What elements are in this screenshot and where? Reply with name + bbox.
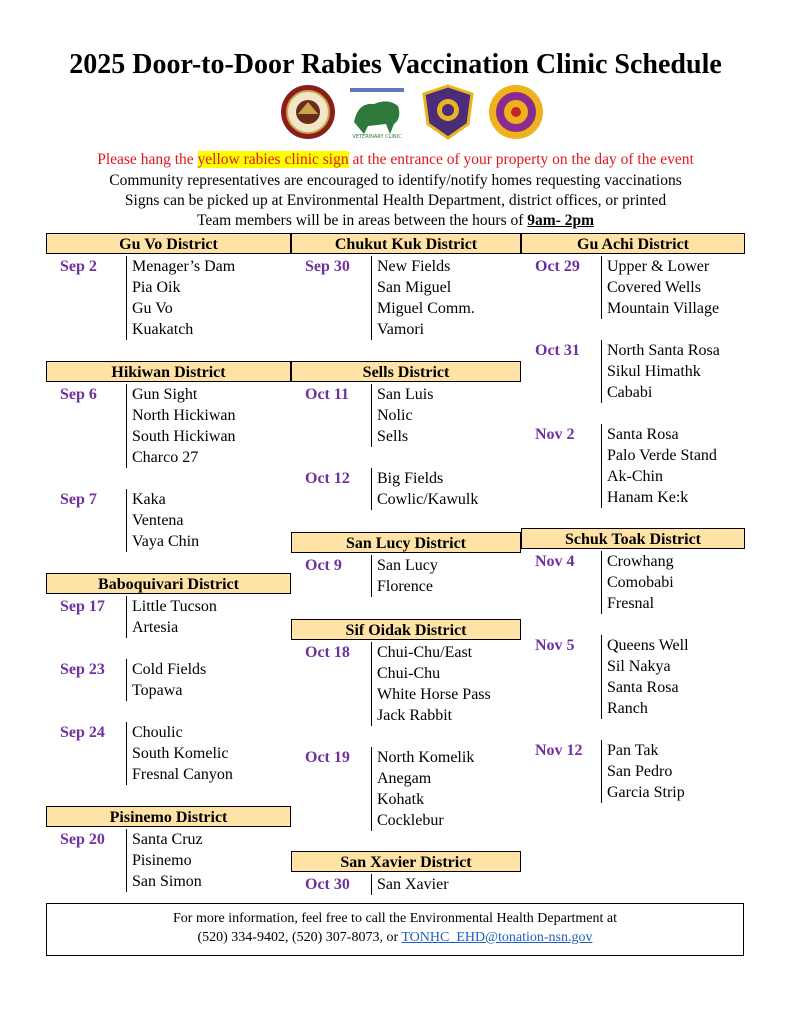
event-date: Sep 7 bbox=[60, 491, 97, 508]
event-locations bbox=[126, 659, 206, 701]
location-name: Kohatk bbox=[377, 791, 425, 808]
location-name: Artesia bbox=[132, 619, 179, 636]
location-name: Topawa bbox=[132, 682, 183, 699]
location-name: North Hickiwan bbox=[132, 407, 236, 424]
location-name: Fresnal Canyon bbox=[132, 766, 233, 783]
location-name: Chui-Chu bbox=[377, 665, 441, 682]
event-locations bbox=[601, 424, 717, 508]
event-locations bbox=[126, 829, 203, 892]
logo-row bbox=[0, 84, 791, 140]
event-locations bbox=[126, 596, 217, 638]
event-locations bbox=[601, 551, 674, 614]
event-locations bbox=[126, 256, 235, 340]
location-name: South Komelic bbox=[132, 745, 229, 762]
hours-value: 9am- 2pm bbox=[527, 212, 595, 229]
location-name: Big Fields bbox=[377, 470, 444, 487]
event-locations bbox=[371, 747, 474, 831]
location-name: Chui-Chu/East bbox=[377, 644, 473, 661]
district-header: Pisinemo District bbox=[46, 806, 291, 827]
location-name: Ak-Chin bbox=[607, 468, 663, 485]
event-locations bbox=[126, 489, 199, 552]
location-name: Sells bbox=[377, 428, 409, 445]
location-name: Vaya Chin bbox=[132, 533, 200, 550]
veterinary-clinic-logo bbox=[344, 84, 410, 140]
location-name: San Miguel bbox=[377, 279, 452, 296]
location-name: Jack Rabbit bbox=[377, 707, 453, 724]
district-header: Chukut Kuk District bbox=[291, 233, 521, 254]
location-name: Gu Vo bbox=[132, 300, 173, 317]
location-name: San Xavier bbox=[377, 876, 449, 893]
location-name: Mountain Village bbox=[607, 300, 720, 317]
location-name: North Santa Rosa bbox=[607, 342, 720, 359]
event-date: Oct 11 bbox=[305, 386, 349, 403]
footer-phones: (520) 334-9402, (520) 307-8073, or TONHC_EHD@tonation-nsn.gov bbox=[197, 930, 593, 945]
event-date: Nov 5 bbox=[535, 637, 575, 654]
location-name: North Komelik bbox=[377, 749, 475, 766]
location-name: Menager’s Dam bbox=[132, 258, 236, 275]
round-emblem-logo bbox=[488, 84, 544, 140]
location-name: Cowlic/Kawulk bbox=[377, 491, 479, 508]
event-date: Sep 23 bbox=[60, 661, 105, 678]
email-link[interactable]: TONHC_EHD@tonation-nsn.gov bbox=[401, 930, 593, 945]
event-locations bbox=[371, 555, 438, 597]
hours-notice: Team members will be in areas between the hours of 9am- 2pm bbox=[196, 212, 595, 229]
location-name: Santa Rosa bbox=[607, 679, 679, 696]
location-name: San Simon bbox=[132, 873, 202, 890]
signs-notice: Signs can be picked up at Environmental Health Department, district offices, or printed bbox=[124, 192, 667, 209]
location-name: Ventena bbox=[132, 512, 184, 529]
location-name: Cold Fields bbox=[132, 661, 207, 678]
location-name: White Horse Pass bbox=[377, 686, 491, 703]
location-name: South Hickiwan bbox=[132, 428, 236, 445]
location-name: Covered Wells bbox=[607, 279, 701, 296]
highlighted-sign-text: yellow rabies clinic sign bbox=[197, 151, 349, 168]
location-name: Choulic bbox=[132, 724, 183, 741]
location-name: Sikul Himathk bbox=[607, 363, 701, 380]
event-locations bbox=[601, 256, 719, 319]
page-title: 2025 Door-to-Door Rabies Vaccination Clinic Schedule bbox=[69, 49, 722, 80]
event-locations bbox=[371, 468, 478, 510]
event-locations bbox=[126, 384, 236, 468]
location-name: Sil Nakya bbox=[607, 658, 671, 675]
district-header: Baboquivari District bbox=[46, 573, 291, 594]
event-date: Oct 19 bbox=[305, 749, 350, 766]
event-date: Sep 24 bbox=[60, 724, 105, 741]
event-date: Nov 4 bbox=[535, 553, 575, 570]
event-locations bbox=[601, 740, 685, 803]
event-date: Oct 12 bbox=[305, 470, 350, 487]
event-date: Sep 20 bbox=[60, 831, 105, 848]
location-name: Cababi bbox=[607, 384, 653, 401]
district-header: Sells District bbox=[291, 361, 521, 382]
location-name: Hanam Ke:k bbox=[607, 489, 689, 506]
location-name: Garcia Strip bbox=[607, 784, 685, 801]
event-locations bbox=[371, 256, 475, 340]
seal-logo bbox=[280, 84, 336, 140]
event-date: Oct 9 bbox=[305, 557, 342, 574]
event-date: Oct 18 bbox=[305, 644, 350, 661]
event-date: Oct 29 bbox=[535, 258, 580, 275]
location-name: Fresnal bbox=[607, 595, 655, 612]
location-name: San Luis bbox=[377, 386, 434, 403]
location-name: Kaka bbox=[132, 491, 166, 508]
location-name: Comobabi bbox=[607, 574, 674, 591]
svg-text:VETERINARY CLINIC: VETERINARY CLINIC bbox=[352, 134, 402, 140]
district-header: Hikiwan District bbox=[46, 361, 291, 382]
district-header: Schuk Toak District bbox=[521, 528, 745, 549]
event-locations bbox=[371, 384, 433, 447]
location-name: Santa Rosa bbox=[607, 426, 679, 443]
location-name: San Pedro bbox=[607, 763, 673, 780]
location-name: Anegam bbox=[377, 770, 432, 787]
event-locations bbox=[601, 340, 720, 403]
location-name: Cocklebur bbox=[377, 812, 444, 829]
location-name: Santa Cruz bbox=[132, 831, 203, 848]
event-date: Nov 12 bbox=[535, 742, 583, 759]
location-name: Charco 27 bbox=[132, 449, 199, 466]
location-name: Pisinemo bbox=[132, 852, 192, 869]
district-header: San Lucy District bbox=[291, 532, 521, 553]
shield-logo bbox=[420, 84, 476, 140]
footer-line: For more information, feel free to call the Environmental Health Department at bbox=[173, 911, 617, 926]
event-locations bbox=[126, 722, 233, 785]
sign-instruction: Please hang the yellow rabies clinic sign at the entrance of your property on the day of the event bbox=[97, 151, 694, 168]
event-date: Sep 2 bbox=[60, 258, 97, 275]
event-date: Oct 31 bbox=[535, 342, 580, 359]
event-date: Oct 30 bbox=[305, 876, 350, 893]
location-name: New Fields bbox=[377, 258, 451, 275]
location-name: Upper & Lower bbox=[607, 258, 710, 275]
location-name: Ranch bbox=[607, 700, 648, 717]
location-name: Palo Verde Stand bbox=[607, 447, 717, 464]
event-date: Sep 30 bbox=[305, 258, 350, 275]
event-locations bbox=[371, 642, 491, 726]
community-notice: Community representatives are encouraged to identify/notify homes requesting vaccinations bbox=[109, 172, 682, 189]
location-name: Florence bbox=[377, 578, 433, 595]
event-date: Sep 6 bbox=[60, 386, 97, 403]
location-name: San Lucy bbox=[377, 557, 438, 574]
location-name: Pan Tak bbox=[607, 742, 659, 759]
district-header: Gu Vo District bbox=[46, 233, 291, 254]
district-header: Gu Achi District bbox=[521, 233, 745, 254]
location-name: Vamori bbox=[377, 321, 425, 338]
location-name: Pia Oik bbox=[132, 279, 181, 296]
location-name: Nolic bbox=[377, 407, 413, 424]
location-name: Gun Sight bbox=[132, 386, 198, 403]
location-name: Kuakatch bbox=[132, 321, 194, 338]
district-header: San Xavier District bbox=[291, 851, 521, 872]
location-name: Queens Well bbox=[607, 637, 689, 654]
event-locations bbox=[601, 635, 689, 719]
event-date: Sep 17 bbox=[60, 598, 105, 615]
location-name: Miguel Comm. bbox=[377, 300, 475, 317]
location-name: Little Tucson bbox=[132, 598, 217, 615]
location-name: Crowhang bbox=[607, 553, 674, 570]
event-locations bbox=[371, 874, 449, 895]
event-date: Nov 2 bbox=[535, 426, 575, 443]
district-header: Sif Oidak District bbox=[291, 619, 521, 640]
contact-footer bbox=[46, 903, 744, 956]
